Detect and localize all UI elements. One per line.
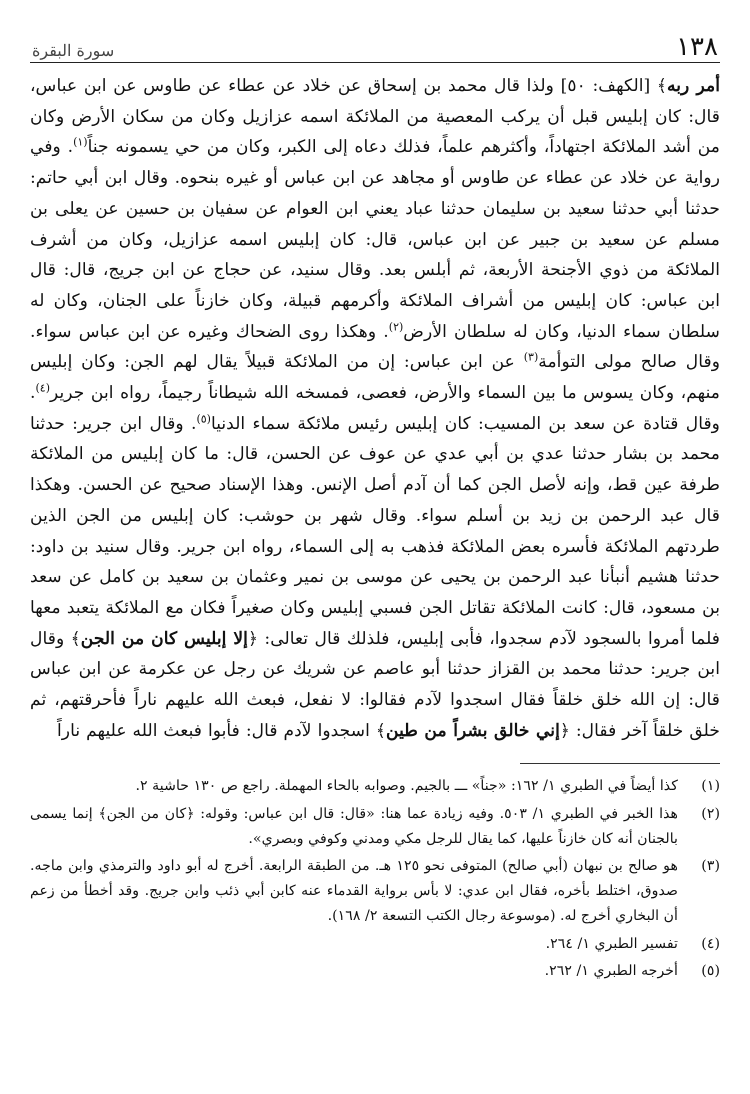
footnote-divider <box>520 763 720 764</box>
footnote-number: (١) <box>701 778 720 795</box>
bold-quote: أمر ربه <box>667 76 720 96</box>
book-page <box>30 28 720 986</box>
footnote-ref[interactable]: (٥) <box>196 412 211 425</box>
footnotes <box>30 774 720 984</box>
footnote-text: هو صالح بن نبهان (أبي صالح) المتوفى نحو ١٢٥ هـ. من الطبقة الرابعة. أخرج له أبو داود والترمذي وابن ماجه. صدوق، اختلط بأخره، فقال ابن عدي: لا بأس برواية القدماء عنه كابن أبي ذئب وابن جريج. وقد أخطأ من زعم أن البخاري أخرج له. (موسوعة رجال الكتب التسعة ٢/ ١٦٨). <box>30 858 678 925</box>
footnote-ref[interactable]: (٣) <box>523 350 539 364</box>
footnote <box>30 774 720 799</box>
footnote-number: (٢) <box>701 805 720 822</box>
footnote <box>30 854 720 930</box>
footnote-ref[interactable]: (١) <box>73 135 88 149</box>
footnote-number: (٥) <box>701 962 720 979</box>
footnote-text: هذا الخبر في الطبري ١/ ٥٠٣. وفيه زيادة عما هنا: «قال: قال ابن عباس: وقوله: ﴿كان من الجن﴾ إنما يسمى بالجنان أنه كان خازناً عليها، كما يقال للرجل مكي ومدني وكوفي وبصري». <box>30 805 678 847</box>
text-run: . وقال قتادة عن سعد بن المسيب: كان إبليس رئيس ملائكة سماء الدنيا <box>30 383 720 434</box>
text-run: . وهكذا روى الضحاك وغيره عن ابن عباس سواء. وقال صالح مولى التوأمة <box>30 321 720 373</box>
footnote-text: كذا أيضاً في الطبري ١/ ١٦٢: «جناً» ـــ بالجيم. وصوابه بالحاء المهملة. راجع ص ١٣٠ حاشية ٢. <box>135 778 678 795</box>
footnote-text: أخرجه الطبري ١/ ٢٦٢. <box>544 962 678 979</box>
footnote <box>30 932 720 957</box>
footnote <box>30 959 720 984</box>
text-run: ﴾ [الكهف: ٥٠] ولذا قال محمد بن إسحاق عن خلاد عن عطاء عن طاوس عن ابن عباس، قال: كان إبليس قبل أن يركب المعصية من الملائكة اسمه عزازيل وكان من سكان الأرض وكان من أشد الملائكة اجتهاداً، وأكثرهم علماً، فذلك دعاه إلى الكبر، وكان من حي يسمونه جناً <box>30 76 720 158</box>
text-run: ﴾ وقال ابن جرير: حدثنا محمد بن القزاز حدثنا أبو عاصم عن شريك عن رجل عن عكرمة عن ابن عباس قال: إن الله خلق خلقاً فقال اسجدوا لآدم فقالوا: لا نفعل، فبعث الله عليهم ناراً فأحرقتهم، ثم خلق خلقاً آخر فقال: ﴿ <box>30 628 720 741</box>
main-paragraph <box>30 71 720 746</box>
footnote-number: (٤) <box>701 935 720 952</box>
footnote-number: (٣) <box>701 858 720 875</box>
footnote-ref[interactable]: (٤) <box>35 381 50 395</box>
footnote-ref[interactable]: (٢) <box>388 319 404 333</box>
running-title: سورة البقرة <box>32 41 115 60</box>
footnote-text: تفسير الطبري ١/ ٢٦٤. <box>545 935 678 952</box>
quran-quote: إني خالق بشراً من طين <box>385 720 560 741</box>
main-text <box>30 71 720 746</box>
footnote <box>30 802 720 852</box>
text-run: . وقال ابن جرير: حدثنا محمد بن بشار حدثنا عدي بن أبي عدي عن عوف عن الحسن، قال: ما كان إبليس من الملائكة طرفة عين قط، وإنه لأصل الجن كما أن آدم أصل الإنس. وهذا الإسناد صحيح عن الحسن. وهكذا قال عبد الرحمن بن زيد بن أسلم سواء. وقال شهر بن حوشب: كان إبليس من الجن الذين طردتهم الملائكة فأسره بعض الملائكة فذهب به إلى السماء، رواه ابن جرير. وقال سنيد بن داود: حدثنا هشيم أنبأنا عبد الرحمن بن يحيى عن موسى بن نمير وعثمان بن سعيد بن كامل عن سعد بن مسعود، قال: كانت الملائكة تقاتل الجن فسبي إبليس وكان صغيراً فكان مع الملائكة يتعبد معها فلما أمروا بالسجود لآدم سجدوا، فأبى إبليس، فلذلك قال تعالى: ﴿ <box>30 413 720 649</box>
text-run: ﴾ اسجدوا لآدم قال: فأبوا فبعث الله عليهم ناراً <box>57 720 386 741</box>
text-run: عن ابن عباس: إن من الملائكة قبيلاً يقال لهم الجن: وكان إبليس منهم، وكان يسوس ما بين السماء والأرض، فعصى، فمسخه الله شيطاناً رجيماً، رواه ابن جرير <box>30 352 720 404</box>
page-number: ١٣٨ <box>676 32 718 62</box>
text-run: . وفي رواية عن خلاد عن عطاء عن طاوس أو مجاهد عن ابن عباس أو غيره بنحوه. وقال ابن أبي حاتم: حدثنا أبي حدثنا سعيد بن سليمان حدثنا عباد يعني ابن العوام عن سفيان بن حسين عن يعلى بن مسلم عن سعيد بن جبير عن ابن عباس، قال: كان إبليس اسمه عزازيل، وكان من أشرف الملائكة من ذوي الأجنحة الأربعة، ثم أبلس بعد. وقال سنيد، عن حجاج عن ابن جريج، قال: قال ابن عباس: كان إبليس من أشراف الملائكة وأكرمهم قبيلة، وكان خازناً على الجنان، وكان له سلطان سماء الدنيا، وكان له سلطان الأرض <box>30 137 720 342</box>
quran-quote: إلا إبليس كان من الجن <box>80 628 248 649</box>
page-header <box>30 28 720 63</box>
